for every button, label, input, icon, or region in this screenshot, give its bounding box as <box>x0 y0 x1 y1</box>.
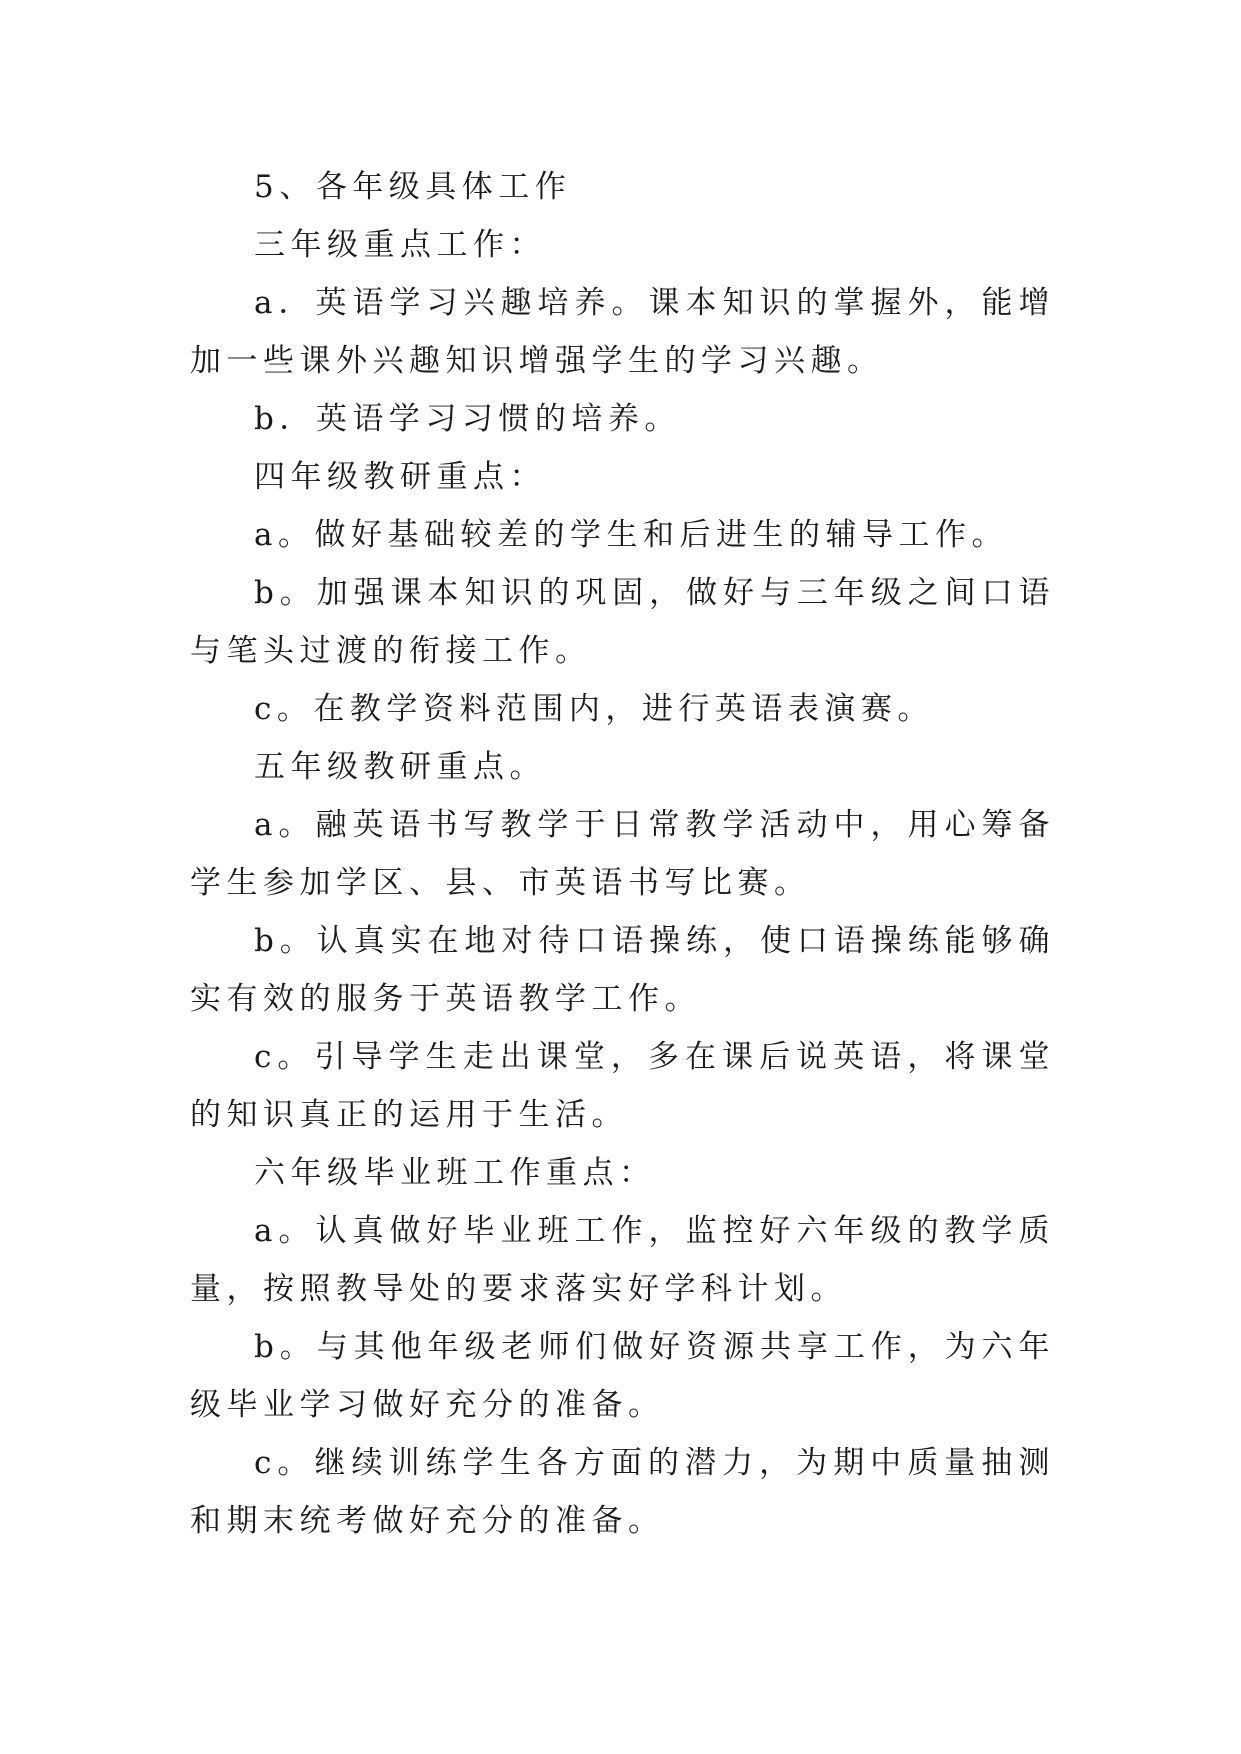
grade4-item-a: a。做好基础较差的学生和后进生的辅导工作。 <box>254 517 1008 553</box>
grade5-item-a: a。融英语书写教学于日常教学活动中，用心筹备学生参加学区、县、市英语书写比赛。 <box>190 807 1055 901</box>
grade5-item-b: b。认真实在地对待口语操练，使口语操练能够确实有效的服务于英语教学工作。 <box>190 923 1055 1017</box>
grade4-heading: 四年级教研重点： <box>254 459 546 495</box>
grade3-item-b: b．英语学习习惯的培养。 <box>254 401 681 437</box>
grade6-item-a: a。认真做好毕业班工作，监控好六年级的教学质量，按照教导处的要求落实好学科计划。 <box>190 1213 1055 1307</box>
grade6-item-c: c。继续训练学生各方面的潜力，为期中质量抽测和期末统考做好充分的准备。 <box>190 1445 1055 1539</box>
grade3-item-a: a．英语学习兴趣培养。课本知识的掌握外，能增加一些课外兴趣知识增强学生的学习兴趣。 <box>190 285 1055 379</box>
grade6-item-b: b。与其他年级老师们做好资源共享工作，为六年级毕业学习做好充分的准备。 <box>190 1329 1055 1423</box>
grade5-heading: 五年级教研重点。 <box>254 749 546 785</box>
grade4-item-c: c。在教学资料范围内，进行英语表演赛。 <box>254 691 934 727</box>
grade3-heading: 三年级重点工作： <box>254 227 546 263</box>
grade4-item-b: b。加强课本知识的巩固，做好与三年级之间口语与笔头过渡的衔接工作。 <box>190 575 1055 669</box>
grade6-heading: 六年级毕业班工作重点： <box>254 1155 656 1191</box>
grade5-item-c: c。引导学生走出课堂，多在课后说英语，将课堂的知识真正的运用于生活。 <box>190 1039 1055 1133</box>
section-heading: 5、各年级具体工作 <box>254 169 572 205</box>
document-page <box>190 158 1055 1550</box>
